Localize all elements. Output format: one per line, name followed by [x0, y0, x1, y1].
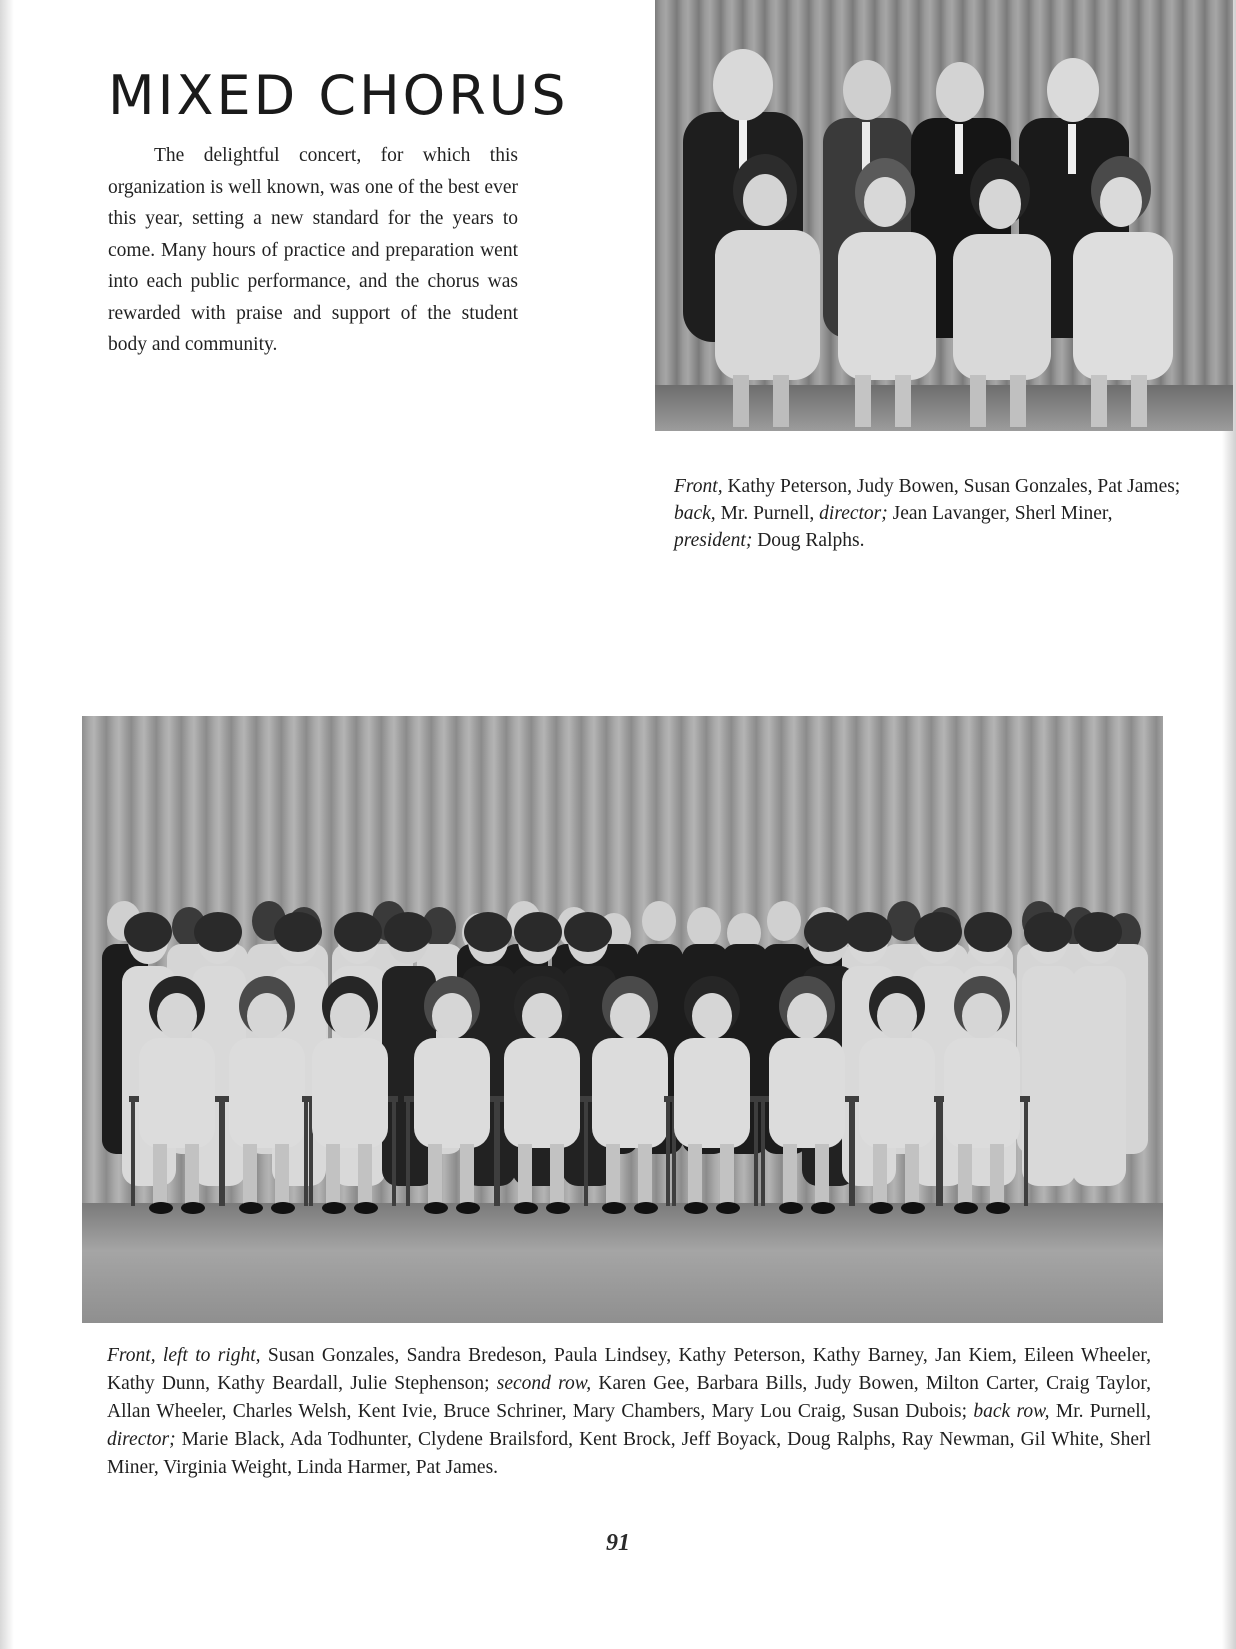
caption-label: back row, — [973, 1401, 1050, 1422]
caption-label: second row, — [496, 1373, 592, 1394]
scan-edge-left — [0, 0, 14, 1649]
group-caption — [107, 1342, 1151, 1482]
page-number: 91 — [606, 1530, 630, 1556]
caption-label: director; — [819, 503, 888, 524]
officers-caption — [674, 473, 1194, 554]
caption-names: Susan Gonzales, Sandra Bredeson, Paula Lindsey, Kathy Peterson, Kathy Barney, Jan Kiem, Eileen Wheeler, Kathy Dunn, Kathy Beardall, Julie Stephenson; — [107, 1345, 1151, 1394]
caption-names: Karen Gee, Barbara Bills, Judy Bowen, Milton Carter, Craig Taylor, Allan Wheeler, Charles Welsh, Kent Ivie, Bruce Schriner, Mary Chambers, Mary Lou Craig, Susan Dubois; — [107, 1373, 1151, 1422]
caption-names: Doug Ralphs. — [752, 530, 865, 551]
caption-names: Jean Lavanger, Sherl Miner, — [887, 503, 1113, 524]
caption-label: president; — [674, 530, 753, 551]
caption-label: back, — [674, 503, 716, 524]
caption-label: Front, left to right, — [107, 1345, 261, 1366]
caption-names: Marie Black, Ada Todhunter, Clydene Brailsford, Kent Brock, Jeff Boyack, Doug Ralphs, Ray Newman, Gil White, Sherl Miner, Virginia Weight, Linda Harmer, Pat James. — [107, 1429, 1151, 1478]
chorus-group-photo — [82, 716, 1163, 1323]
caption-names: Kathy Peterson, Judy Bowen, Susan Gonzales, Pat James; — [722, 476, 1181, 497]
intro-paragraph: The delightful concert, for which this organization is well known, was one of the best ever this year, setting a new standard for the years to come. Many hours of practice and preparation went into each public performance, and the chorus was rewarded with praise and support of the student body and community. — [108, 145, 518, 355]
chorus-figures — [82, 716, 1163, 1323]
officers-figures — [655, 0, 1233, 431]
caption-names: Mr. Purnell, — [1049, 1401, 1152, 1422]
caption-label: director; — [107, 1429, 176, 1450]
officers-photo — [655, 0, 1233, 431]
caption-names: Mr. Purnell, — [715, 503, 820, 524]
page-title: MIXED CHORUS — [108, 64, 569, 127]
caption-label: Front, — [674, 476, 723, 497]
